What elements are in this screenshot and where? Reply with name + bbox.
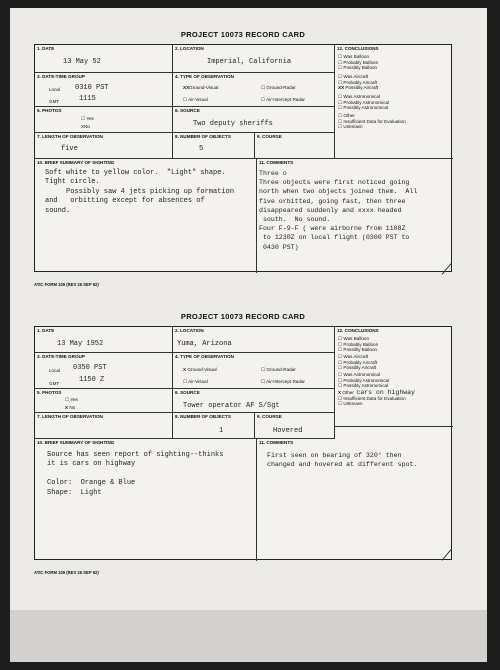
comments-text: First seen on bearing of 320° then changed and hovered at different spot. bbox=[267, 452, 418, 469]
source-value: Two deputy sheriffs bbox=[193, 120, 273, 128]
location-label: 2. LOCATION bbox=[175, 46, 204, 51]
source-cell bbox=[173, 389, 335, 413]
course-value: Hovered bbox=[273, 427, 303, 435]
objects-label: 8. NUMBER OF OBJECTS bbox=[175, 134, 231, 139]
summary-label: 10. BRIEF SUMMARY OF SIGHTING bbox=[37, 440, 115, 445]
source-label: 6. SOURCE bbox=[175, 390, 200, 395]
conclusions-list-a: ☐ Was Balloon ☐ Probably Balloon ☐ Possibly Balloon bbox=[338, 54, 379, 71]
air-visual-option: ☐ Air-Visual bbox=[183, 379, 208, 384]
length-cell bbox=[35, 133, 173, 159]
course-cell bbox=[255, 133, 335, 159]
other-value: cars on highway bbox=[356, 389, 415, 396]
conclusions-list-d: ☐ Other ☐ Insufficient Data for Evaluation ☐ Unknown bbox=[338, 113, 406, 130]
photos-cell bbox=[35, 107, 173, 133]
datetime-cell bbox=[35, 73, 173, 107]
summary-cell bbox=[35, 439, 257, 561]
conclusions-list-c: ☐ Was Astronomical ☐ Probably Astronomical ☐ Possibly Astronomical bbox=[338, 94, 390, 111]
ground-radar-option: ☐ Ground-Radar bbox=[261, 367, 296, 372]
datetime-label: 3. DATE-TIME GROUP bbox=[37, 74, 85, 79]
objects-value: 5 bbox=[199, 145, 204, 153]
source-label: 6. SOURCE bbox=[175, 108, 200, 113]
local-label: Local bbox=[49, 87, 60, 92]
conclusions-list-d: X Other cars on highway ☐ Insufficient Data for Evaluation ☐ Unknown bbox=[338, 389, 415, 407]
gmt-time-value: 1115 bbox=[79, 95, 96, 103]
comments-label: 11. COMMENTS bbox=[259, 440, 294, 445]
conclusions-list-b: ☐ Was Aircraft ☐ Probably Aircraft ☐ Possibly Aircraft bbox=[338, 354, 378, 371]
observation-type-cell bbox=[173, 73, 335, 107]
ground-radar-option: ☐ Ground-Radar bbox=[261, 85, 296, 90]
comments-label: 11. COMMENTS bbox=[259, 160, 294, 165]
date-label: 1. DATE bbox=[37, 46, 55, 51]
photos-yes-option: ☐ Yes bbox=[65, 397, 78, 402]
form-number: ATIC FORM 329 (REV 26 SEP 52) bbox=[34, 282, 99, 287]
record-card-2 bbox=[34, 312, 452, 580]
gmt-time-value: 1150 Z bbox=[79, 376, 105, 384]
course-label: 9. COURSE bbox=[257, 134, 282, 139]
air-intercept-option: ☐ Air-Intercept Radar bbox=[261, 379, 305, 384]
photos-yes-option: ☐ Yes bbox=[81, 116, 94, 121]
objects-cell bbox=[173, 133, 255, 159]
length-value: five bbox=[61, 145, 78, 153]
photos-label: 5. PHOTOS bbox=[37, 108, 62, 113]
source-cell bbox=[173, 107, 335, 133]
length-label: 7. LENGTH OF OBSERVATION bbox=[37, 134, 103, 139]
card-title: PROJECT 10073 RECORD CARD bbox=[180, 30, 306, 39]
gmt-label: GMT bbox=[49, 99, 60, 104]
conclusions-list-c: ☐ Was Astronomical ☐ Probably Astronomical ☐ Possibly Astronomical bbox=[338, 372, 390, 389]
local-label: Local bbox=[49, 368, 60, 373]
date-cell bbox=[35, 327, 173, 353]
datetime-cell bbox=[35, 353, 173, 389]
location-label: 2. LOCATION bbox=[175, 328, 204, 333]
observation-type-label: 4. TYPE OF OBSERVATION bbox=[175, 74, 234, 79]
page-shadow bbox=[10, 610, 487, 662]
ground-visual-option: X Ground-Visual bbox=[183, 367, 217, 372]
form-number: ATIC FORM 329 (REV 26 SEP 52) bbox=[34, 570, 99, 575]
comments-text: Three o Three objects were first noticed going north when two objects joined them. All five orbitted, going fast, then three disappeared suddenly and xxxx headed south. No sound. Four F-9-F ( were airborne from 1108Z to 1230Z on local flight (0300 PST to 0430 PST) bbox=[259, 170, 418, 251]
conclusions-list-b: ☐ Was Aircraft ☐ Probably Aircraft XX Possibly Aircraft bbox=[338, 74, 379, 91]
objects-cell bbox=[173, 413, 255, 439]
local-time-value: 0310 PST bbox=[75, 84, 109, 92]
location-value: Yuma, Arizona bbox=[177, 340, 232, 348]
date-value: 13 May 52 bbox=[63, 58, 101, 66]
summary-text: Source has seen report of sighting--thinks it is cars on highway Color: Orange & Blue Shape: Light bbox=[47, 451, 224, 497]
datetime-label: 3. DATE-TIME GROUP bbox=[37, 354, 85, 359]
objects-value: 1 bbox=[219, 427, 224, 435]
observation-type-cell bbox=[173, 353, 335, 389]
date-cell bbox=[35, 45, 173, 73]
course-cell bbox=[255, 413, 335, 439]
observation-type-label: 4. TYPE OF OBSERVATION bbox=[175, 354, 234, 359]
date-value: 13 May 1952 bbox=[57, 340, 104, 348]
air-visual-option: ☐ Air-Visual bbox=[183, 97, 208, 102]
location-value: Imperial, California bbox=[207, 58, 292, 66]
record-card-1 bbox=[34, 30, 452, 292]
ground-visual-option: XXGround-Visual bbox=[183, 85, 219, 90]
local-time-value: 0350 PST bbox=[73, 364, 107, 372]
photos-label: 5. PHOTOS bbox=[37, 390, 62, 395]
gmt-label: GMT bbox=[49, 381, 60, 386]
conclusions-cell bbox=[335, 327, 453, 427]
conclusions-list-a: ☐ Was Balloon ☐ Probably Balloon ☐ Possibly Balloon bbox=[338, 336, 379, 353]
summary-label: 10. BRIEF SUMMARY OF SIGHTING bbox=[37, 160, 115, 165]
air-intercept-option: ☐ Air-Intercept Radar bbox=[261, 97, 305, 102]
location-cell bbox=[173, 45, 335, 73]
location-cell bbox=[173, 327, 335, 353]
card-grid bbox=[34, 44, 452, 272]
comments-cell bbox=[257, 439, 453, 561]
card-grid bbox=[34, 326, 452, 560]
length-label: 7. LENGTH OF OBSERVATION bbox=[37, 414, 103, 419]
photos-no-option: XNo bbox=[81, 124, 90, 129]
conclusions-cell bbox=[335, 45, 453, 159]
summary-text: Soft white to yellow color. "Light" shape. Tight circle. Possibly saw 4 jets picking up formation and orbitting except for absences of sound. bbox=[45, 169, 235, 215]
conclusions-label: 12. CONCLUSIONS bbox=[337, 46, 379, 51]
summary-cell bbox=[35, 159, 257, 273]
source-value: Tower operator AF S/Sgt bbox=[183, 402, 280, 410]
card-title: PROJECT 10073 RECORD CARD bbox=[180, 312, 306, 321]
course-label: 9. COURSE bbox=[257, 414, 282, 419]
conclusions-label: 12. CONCLUSIONS bbox=[337, 328, 379, 333]
photos-cell bbox=[35, 389, 173, 413]
date-label: 1. DATE bbox=[37, 328, 55, 333]
comments-cell bbox=[257, 159, 453, 273]
objects-label: 8. NUMBER OF OBJECTS bbox=[175, 414, 231, 419]
photos-no-option: X No bbox=[65, 405, 76, 410]
length-cell bbox=[35, 413, 173, 439]
